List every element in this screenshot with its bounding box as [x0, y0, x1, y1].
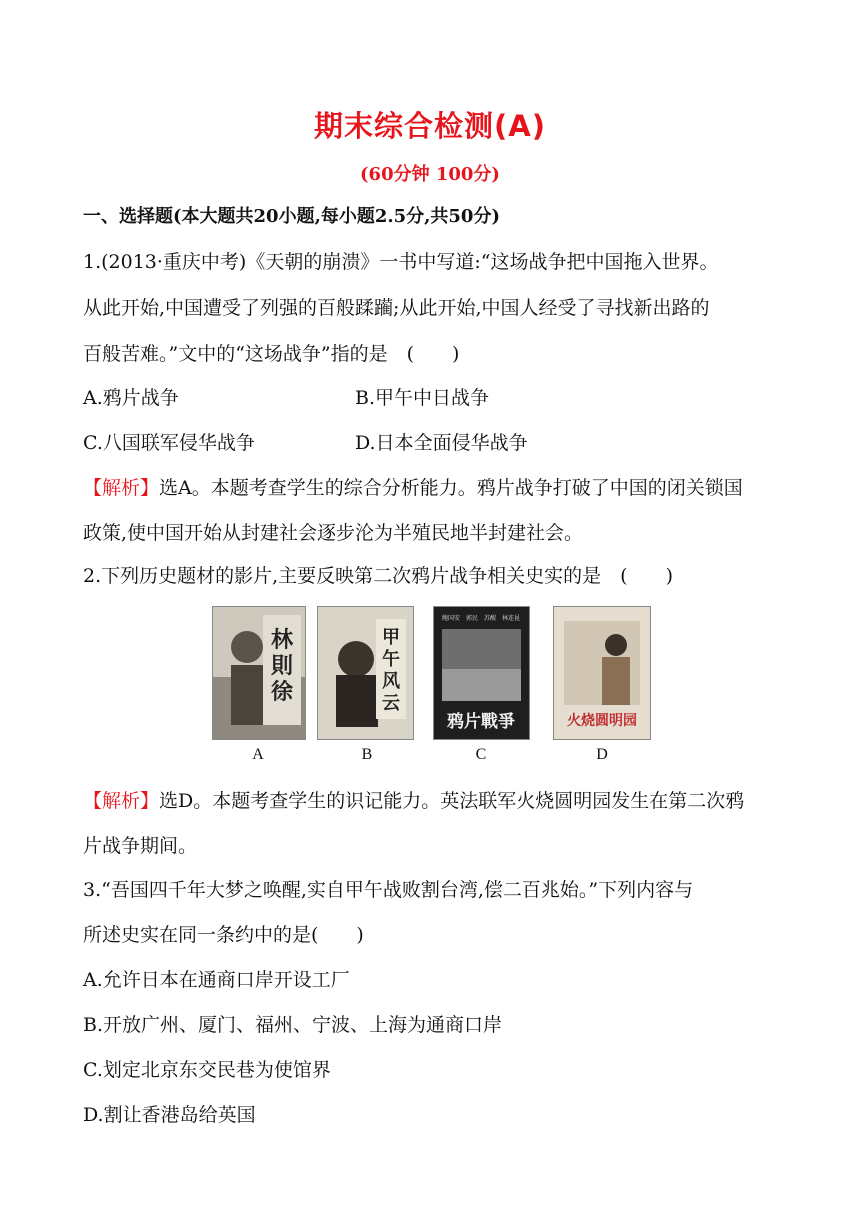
- poster-a-text-2: 則: [270, 653, 294, 679]
- analysis-text: 选D。本题考查学生的识记能力。英法联军火烧圆明园发生在第二次鸦: [159, 790, 745, 812]
- poster-a-image: [212, 606, 306, 740]
- question-3-option-a: A.允许日本在通商口岸开设工厂: [83, 969, 350, 991]
- question-3-option-b: B.开放广州、厦门、福州、宁波、上海为通商口岸: [83, 1014, 503, 1036]
- poster-c-credits: 鲍国安 郭民 苏醒 林连昆: [441, 615, 521, 622]
- poster-b-caption: B: [361, 746, 373, 763]
- poster-b-image: [317, 606, 414, 740]
- question-1-option-c: C.八国联军侵华战争: [83, 432, 255, 454]
- section-heading: 一、选择题(本大题共20小题,每小题2.5分,共50分): [83, 206, 500, 227]
- question-1-line-3: 百般苦难。”文中的“这场战争”指的是 ( ): [83, 343, 460, 365]
- poster-b-text-4: 云: [382, 693, 400, 714]
- question-1-line-1: 1.(2013·重庆中考)《天朝的崩溃》一书中写道:“这场战争把中国拖入世界。: [83, 251, 719, 273]
- poster-b-text-1: 甲: [382, 627, 400, 648]
- question-1-option-b: B.甲午中日战争: [355, 387, 490, 409]
- poster-d-caption: D: [596, 746, 608, 763]
- question-3-option-c: C.划定北京东交民巷为使馆界: [83, 1059, 331, 1081]
- page-subtitle: (60分钟 100分): [360, 164, 500, 185]
- analysis-label: 【解析】: [83, 477, 160, 499]
- poster-b-text-2: 午: [382, 649, 400, 670]
- analysis-label: 【解析】: [83, 790, 160, 812]
- poster-b-text-3: 风: [382, 671, 400, 692]
- page-title: 期末综合检测(A): [314, 109, 546, 143]
- question-2-analysis-line-2: 片战争期间。: [83, 835, 198, 857]
- question-1-line-2: 从此开始,中国遭受了列强的百般蹂躏;从此开始,中国人经受了寻找新出路的: [83, 297, 710, 319]
- question-3-option-d: D.割让香港岛给英国: [83, 1104, 256, 1126]
- poster-a-text-1: 林: [270, 627, 294, 653]
- question-1-option-a: A.鸦片战争: [83, 387, 179, 409]
- poster-a-caption: A: [252, 746, 264, 763]
- poster-c-caption: C: [475, 746, 487, 763]
- poster-c-title: 鸦片戰爭: [447, 712, 515, 732]
- analysis-text: 选A。本题考查学生的综合分析能力。鸦片战争打破了中国的闭关锁国: [159, 477, 743, 499]
- question-1-analysis-line-1: [83, 476, 743, 500]
- poster-a-text-3: 徐: [270, 679, 294, 705]
- poster-d-title: 火烧圆明园: [567, 713, 637, 729]
- poster-d-image: [553, 606, 651, 740]
- question-1-option-d: D.日本全面侵华战争: [355, 432, 528, 454]
- question-1-analysis-line-2: 政策,使中国开始从封建社会逐步沦为半殖民地半封建社会。: [83, 522, 584, 544]
- question-3-line-1: 3.“吾国四千年大梦之唤醒,实自甲午战败割台湾,偿二百兆始。”下列内容与: [83, 879, 694, 901]
- question-2-line-1: 2.下列历史题材的影片,主要反映第二次鸦片战争相关史实的是 ( ): [83, 565, 673, 587]
- poster-c-image: [433, 606, 530, 740]
- question-2-analysis-line-1: [83, 789, 744, 813]
- question-3-line-2: 所述史实在同一条约中的是( ): [83, 924, 364, 946]
